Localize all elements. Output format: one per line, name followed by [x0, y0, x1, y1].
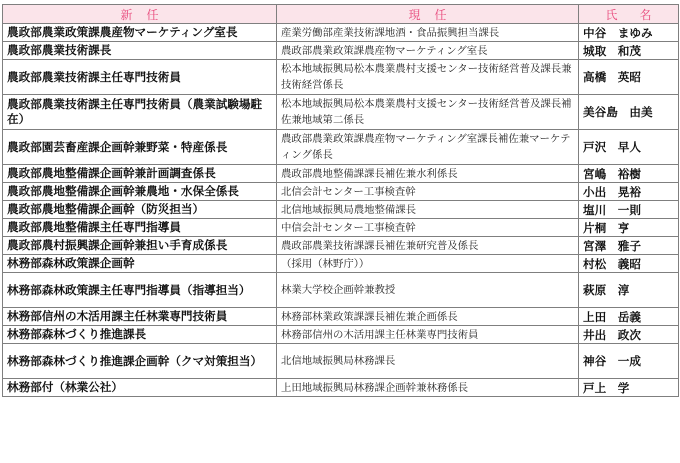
table-row — [3, 165, 679, 183]
current-position-cell: 産業労働部産業技術課地酒・食品振興担当課長 — [277, 24, 579, 42]
name-cell: 村松 義昭 — [579, 255, 679, 273]
table-row — [3, 344, 679, 379]
table-row — [3, 95, 679, 130]
name-cell: 戸沢 早人 — [579, 130, 679, 165]
name-cell: 中谷 まゆみ — [579, 24, 679, 42]
table-row — [3, 308, 679, 326]
name-cell: 戸上 学 — [579, 379, 679, 397]
table-row — [3, 273, 679, 308]
table-row — [3, 130, 679, 165]
header-current-position: 現任 — [277, 5, 579, 24]
name-cell: 美谷島 由美 — [579, 95, 679, 130]
table-row — [3, 60, 679, 95]
header-row — [3, 5, 679, 24]
name-cell: 宮澤 雅子 — [579, 237, 679, 255]
new-position-cell: 農政部農業技術課主任専門技術員（農業試験場駐在） — [3, 95, 277, 130]
new-position-cell: 林務部森林政策課主任専門指導員（指導担当） — [3, 273, 277, 308]
new-position-cell: 林務部森林政策課企画幹 — [3, 255, 277, 273]
new-position-cell: 農政部農業政策課農産物マーケティング室長 — [3, 24, 277, 42]
header-name: 氏名 — [579, 5, 679, 24]
table-row — [3, 24, 679, 42]
new-position-cell: 林務部信州の木活用課主任林業専門技術員 — [3, 308, 277, 326]
header-new-position: 新任 — [3, 5, 277, 24]
name-cell: 神谷 一成 — [579, 344, 679, 379]
new-position-cell: 農政部園芸畜産課企画幹兼野菜・特産係長 — [3, 130, 277, 165]
new-position-cell: 農政部農地整備課企画幹兼農地・水保全係長 — [3, 183, 277, 201]
new-position-cell: 農政部農地整備課企画幹兼計画調査係長 — [3, 165, 277, 183]
current-position-cell: （採用（林野庁）） — [277, 255, 579, 273]
name-cell: 萩原 淳 — [579, 273, 679, 308]
new-position-cell: 農政部農業技術課主任専門技術員 — [3, 60, 277, 95]
name-cell: 小出 晃裕 — [579, 183, 679, 201]
current-position-cell: 松本地域振興局松本農業農村支援センター技術経営普及課長補佐兼地域第二係長 — [277, 95, 579, 130]
current-position-cell: 農政部農業技術課課長補佐兼研究普及係長 — [277, 237, 579, 255]
current-position-cell: 林業大学校企画幹兼教授 — [277, 273, 579, 308]
name-cell: 片桐 亨 — [579, 219, 679, 237]
current-position-cell: 農政部農業政策課農産物マーケティング室課長補佐兼マーケティング係長 — [277, 130, 579, 165]
new-position-cell: 農政部農業技術課長 — [3, 42, 277, 60]
current-position-cell: 中信会計センター工事検査幹 — [277, 219, 579, 237]
current-position-cell: 北信地域振興局林務課長 — [277, 344, 579, 379]
table-row — [3, 183, 679, 201]
table-row — [3, 379, 679, 397]
new-position-cell: 林務部森林づくり推進課長 — [3, 326, 277, 344]
table-row — [3, 237, 679, 255]
table-row — [3, 255, 679, 273]
table-row — [3, 201, 679, 219]
new-position-cell: 農政部農村振興課企画幹兼担い手育成係長 — [3, 237, 277, 255]
new-position-cell: 農政部農地整備課企画幹（防災担当） — [3, 201, 277, 219]
new-position-cell: 林務部森林づくり推進課企画幹（クマ対策担当） — [3, 344, 277, 379]
current-position-cell: 北信会計センター工事検査幹 — [277, 183, 579, 201]
new-position-cell: 農政部農地整備課主任専門指導員 — [3, 219, 277, 237]
current-position-cell: 松本地域振興局松本農業農村支援センター技術経営普及課長兼技術経営係長 — [277, 60, 579, 95]
current-position-cell: 上田地域振興局林務課企画幹兼林務係長 — [277, 379, 579, 397]
name-cell: 城取 和茂 — [579, 42, 679, 60]
table-row — [3, 326, 679, 344]
name-cell: 宮嶋 裕樹 — [579, 165, 679, 183]
current-position-cell: 林務部信州の木活用課主任林業専門技術員 — [277, 326, 579, 344]
current-position-cell: 農政部農業政策課農産物マーケティング室長 — [277, 42, 579, 60]
new-position-cell: 林務部付（林業公社） — [3, 379, 277, 397]
name-cell: 塩川 一則 — [579, 201, 679, 219]
table-row — [3, 219, 679, 237]
name-cell: 高橋 英昭 — [579, 60, 679, 95]
table-row — [3, 42, 679, 60]
name-cell: 上田 岳義 — [579, 308, 679, 326]
personnel-table — [2, 4, 679, 397]
current-position-cell: 農政部農地整備課課長補佐兼水利係長 — [277, 165, 579, 183]
current-position-cell: 林務部林業政策課課長補佐兼企画係長 — [277, 308, 579, 326]
current-position-cell: 北信地域振興局農地整備課長 — [277, 201, 579, 219]
name-cell: 井出 政次 — [579, 326, 679, 344]
